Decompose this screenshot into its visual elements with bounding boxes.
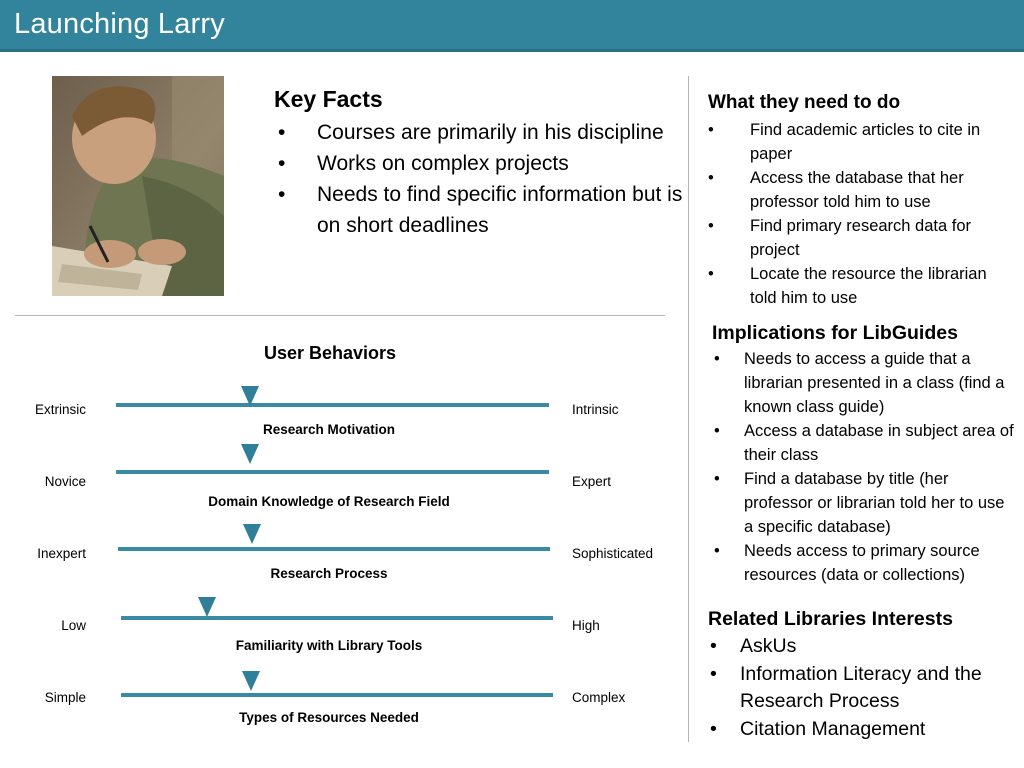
student-photo	[52, 76, 224, 296]
implications-title: Implications for LibGuides	[712, 322, 958, 344]
implication-item: • Needs access to primary source resources (data or collections)	[712, 539, 1018, 587]
scale-marker	[198, 597, 216, 617]
scale-research-process	[0, 530, 680, 590]
scale-left-label: Extrinsic	[34, 402, 86, 417]
scale-bar	[116, 403, 549, 407]
need-item: • Find primary research data for project	[708, 214, 1008, 262]
scale-marker	[242, 671, 260, 691]
scale-bar	[121, 693, 553, 697]
key-fact-item: • Needs to find specific information but is on short deadlines	[274, 179, 684, 241]
scale-research-motivation	[0, 386, 680, 446]
scale-left-label: Simple	[44, 690, 86, 705]
need-item: • Access the database that her professor told him to use	[708, 166, 1008, 214]
vertical-divider	[688, 76, 689, 742]
scale-left-label: Inexpert	[37, 546, 86, 561]
key-facts-section	[274, 86, 684, 241]
scale-right-label: Complex	[572, 690, 626, 705]
scale-bar	[116, 470, 549, 474]
key-facts-title: Key Facts	[274, 86, 383, 112]
scale-right-label: Intrinsic	[572, 402, 619, 417]
need-item: • Find academic articles to cite in paper	[708, 118, 1008, 166]
scale-right-label: High	[572, 618, 600, 633]
scale-bar	[121, 616, 553, 620]
scale-familiarity-library-tools	[0, 602, 680, 662]
scale-caption: Familiarity with Library Tools	[235, 638, 423, 653]
needs-title: What they need to do	[708, 92, 901, 113]
implication-item: • Access a database in subject area of their class	[712, 419, 1018, 467]
key-fact-item: • Works on complex projects	[274, 148, 684, 179]
horizontal-divider	[15, 315, 665, 316]
related-item: • Citation Management	[708, 716, 1014, 744]
needs-section	[708, 92, 1008, 310]
scale-bar	[118, 547, 550, 551]
related-title: Related Libraries Interests	[708, 608, 953, 630]
scale-right-label: Sophisticated	[572, 546, 654, 561]
scale-marker	[241, 386, 259, 406]
scale-marker	[241, 444, 259, 464]
scale-caption: Types of Resources Needed	[239, 710, 419, 725]
scale-left-label: Novice	[44, 474, 86, 489]
scale-types-of-resources	[0, 674, 680, 734]
implication-item: • Needs to access a guide that a librarian presented in a class (find a known class guide)	[712, 347, 1018, 419]
implications-section	[712, 322, 1018, 587]
scale-domain-knowledge	[0, 458, 680, 518]
need-item: • Locate the resource the librarian told him to use	[708, 262, 1008, 310]
implication-item: • Find a database by title (her professor or librarian told her to use a specific database)	[712, 467, 1018, 539]
scale-marker	[243, 524, 261, 544]
related-item: • AskUs	[708, 633, 1014, 661]
related-interests-section	[708, 608, 1014, 743]
scale-right-label: Expert	[572, 474, 612, 489]
related-item: • Information Literacy and the Research Process	[708, 661, 1014, 716]
scale-caption: Research Process	[270, 566, 388, 581]
title-bar	[0, 0, 1024, 52]
user-behaviors-title: User Behaviors	[263, 343, 397, 363]
scale-caption: Domain Knowledge of Research Field	[208, 494, 450, 509]
page-title: Launching Larry	[14, 8, 225, 40]
key-fact-item: • Courses are primarily in his discipline	[274, 117, 684, 148]
scale-left-label: Low	[61, 618, 86, 633]
scale-caption: Research Motivation	[262, 422, 396, 437]
